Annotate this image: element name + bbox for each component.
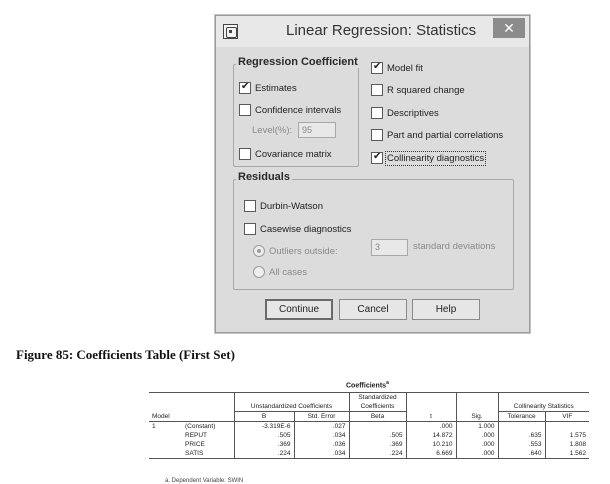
close-icon: ✕: [503, 20, 515, 36]
collinearity-diagnostics-checkbox[interactable]: [371, 152, 383, 164]
r-squared-change-label: R squared change: [387, 84, 465, 96]
outliers-outside-label: Outliers outside:: [269, 245, 338, 257]
b-cell: .369: [234, 440, 294, 449]
t-cell: .000: [406, 422, 456, 432]
model-fit-checkbox[interactable]: [371, 62, 383, 74]
descriptives-checkbox[interactable]: [371, 107, 383, 119]
dialog-title: Linear Regression: Statistics: [286, 22, 477, 39]
vif-cell: 1.808: [545, 440, 589, 449]
table-footnote: a. Dependent Variable: SWIN: [165, 478, 244, 484]
collinearity-statistics-header: Collinearity Statistics: [498, 402, 589, 412]
durbin-watson-checkbox[interactable]: [244, 200, 256, 212]
beta-cell: .505: [349, 431, 406, 440]
continue-button[interactable]: Continue: [265, 299, 333, 320]
row-name: PRICE: [185, 441, 205, 448]
estimates-checkbox[interactable]: [239, 82, 251, 94]
confidence-intervals-label: Confidence intervals: [255, 104, 342, 116]
casewise-diagnostics-label: Casewise diagnostics: [260, 223, 352, 235]
tolerance-cell: .640: [498, 449, 545, 459]
t-cell: 14.872: [406, 431, 456, 440]
casewise-diagnostics-checkbox-row[interactable]: [244, 223, 351, 235]
model-fit-label: Model fit: [387, 62, 423, 74]
spss-app-icon: [223, 24, 238, 39]
t-cell: 10.210: [406, 440, 456, 449]
part-partial-correlations-label: Part and partial correlations: [387, 129, 504, 141]
part-partial-correlations-checkbox-row[interactable]: [371, 129, 503, 141]
t-cell: 6.669: [406, 449, 456, 459]
estimates-checkbox-row[interactable]: [239, 82, 297, 94]
outliers-std-dev-input[interactable]: 3: [371, 239, 408, 256]
row-name: REPUT: [185, 432, 208, 439]
sig-cell: 1.000: [456, 422, 498, 432]
r-squared-change-checkbox[interactable]: [371, 84, 383, 96]
figure-caption: Figure 85: Coefficients Table (First Set): [16, 347, 235, 362]
coefficients-table: [149, 392, 589, 459]
table-row: [149, 422, 589, 432]
unstandardized-coefficients-header: Unstandardized Coefficients: [234, 402, 349, 412]
vif-cell: 1.575: [545, 431, 589, 440]
close-button[interactable]: [493, 18, 525, 38]
t-header: t: [406, 412, 456, 422]
beta-header: Beta: [349, 412, 406, 422]
b-cell: -3.319E-6: [234, 422, 294, 432]
all-cases-radio[interactable]: [253, 266, 265, 278]
coefficients-table-title: [346, 380, 389, 389]
collinearity-diagnostics-label: Collinearity diagnostics: [387, 152, 485, 164]
std-error-header: Std. Error: [294, 412, 349, 422]
part-partial-correlations-checkbox[interactable]: [371, 129, 383, 141]
durbin-watson-label: Durbin-Watson: [260, 200, 324, 212]
confidence-intervals-checkbox[interactable]: [239, 104, 251, 116]
outliers-outside-radio[interactable]: [253, 245, 265, 257]
std-error-cell: .034: [294, 449, 349, 459]
confidence-intervals-checkbox-row[interactable]: [239, 104, 341, 116]
tolerance-cell: .635: [498, 431, 545, 440]
level-label: Level(%):: [252, 125, 293, 136]
b-cell: .224: [234, 449, 294, 459]
descriptives-label: Descriptives: [387, 107, 439, 119]
level-input[interactable]: 95: [298, 122, 336, 138]
covariance-matrix-checkbox-row[interactable]: [239, 148, 332, 160]
collinearity-diagnostics-checkbox-row[interactable]: [371, 152, 484, 164]
std-error-cell: .036: [294, 440, 349, 449]
sig-cell: .000: [456, 440, 498, 449]
vif-header: VIF: [545, 412, 589, 422]
vif-cell: [545, 422, 589, 432]
beta-cell: .369: [349, 440, 406, 449]
model-header: Model: [149, 412, 234, 422]
row-name: SATIS: [182, 449, 234, 459]
all-cases-label: All cases: [269, 266, 308, 278]
tolerance-cell: .553: [498, 440, 545, 449]
regression-coefficients-legend: Regression Coefficient: [238, 56, 358, 68]
all-cases-radio-row[interactable]: [253, 266, 307, 278]
beta-cell: .224: [349, 449, 406, 459]
help-button[interactable]: Help: [412, 299, 480, 320]
durbin-watson-checkbox-row[interactable]: [244, 200, 323, 212]
dialog-titlebar[interactable]: [216, 16, 529, 47]
std-error-cell: .027: [294, 422, 349, 432]
table-row: [149, 431, 589, 440]
standardized-header-2: Coefficients: [349, 402, 406, 412]
sig-cell: .000: [456, 431, 498, 440]
outliers-outside-radio-row[interactable]: [253, 245, 338, 257]
r-squared-change-checkbox-row[interactable]: [371, 84, 465, 96]
standard-deviations-label: standard deviations: [413, 241, 496, 252]
std-error-cell: .034: [294, 431, 349, 440]
b-cell: .505: [234, 431, 294, 440]
tolerance-cell: [498, 422, 545, 432]
sig-cell: .000: [456, 449, 498, 459]
covariance-matrix-label: Covariance matrix: [255, 148, 332, 160]
model-fit-checkbox-row[interactable]: [371, 62, 423, 74]
sig-header: Sig.: [456, 412, 498, 422]
tolerance-header: Tolerance: [498, 412, 545, 422]
table-row: [149, 449, 589, 459]
descriptives-checkbox-row[interactable]: [371, 107, 439, 119]
residuals-legend: Residuals: [238, 171, 290, 183]
model-number: 1: [152, 423, 156, 430]
b-header: B: [234, 412, 294, 422]
linear-regression-statistics-dialog: [215, 15, 530, 333]
vif-cell: 1.562: [545, 449, 589, 459]
standardized-header-1: Standardized: [349, 393, 406, 403]
estimates-label: Estimates: [255, 82, 297, 94]
coefficients-title-superscript: a: [386, 380, 389, 386]
row-name: (Constant): [185, 423, 216, 430]
cancel-button[interactable]: Cancel: [339, 299, 407, 320]
table-row: [149, 440, 589, 449]
covariance-matrix-checkbox[interactable]: [239, 148, 251, 160]
coefficients-title-text: Coefficients: [346, 382, 387, 390]
casewise-diagnostics-checkbox[interactable]: [244, 223, 256, 235]
beta-cell: [349, 422, 406, 432]
